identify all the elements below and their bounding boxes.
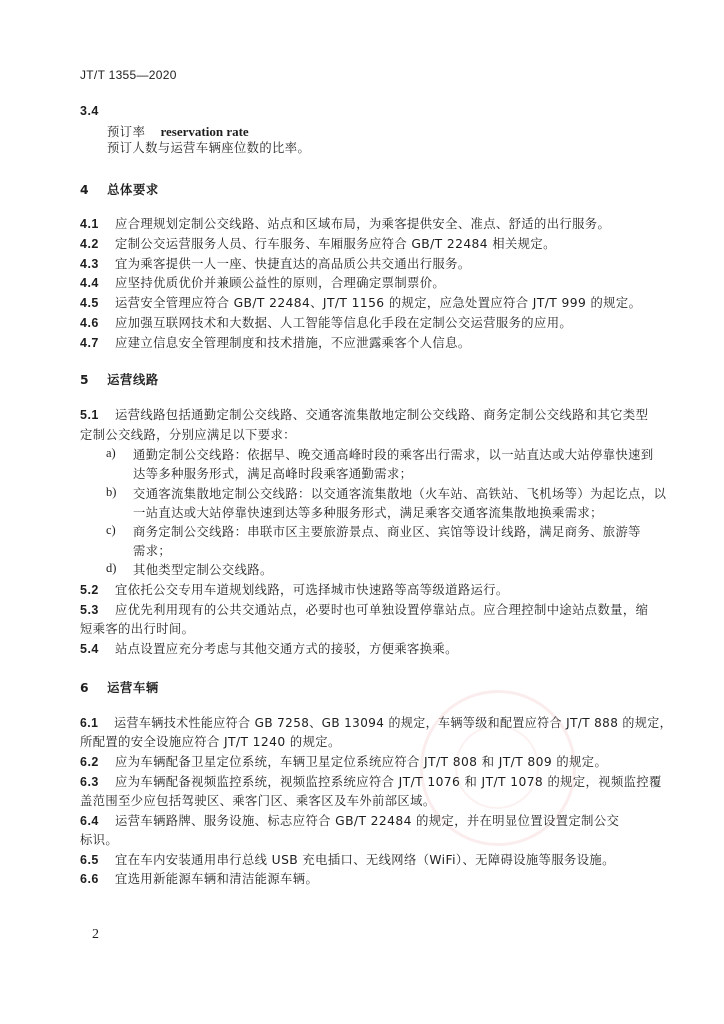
list-item-b-line-1: 交通客流集散地定制公交线路：以交通客流集散地（火车站、高铁站、飞机场等）为起讫点，以 (133, 487, 667, 501)
page-number: 2 (92, 927, 99, 942)
clause-4-4 (80, 274, 445, 293)
term-name-en: reservation rate (160, 124, 249, 139)
clause-text: 运营安全管理应符合 GB/T 22484、JT/T 1156 的规定，应急处置应符合 JT/T 999 的规定。 (115, 296, 642, 310)
clause-5-2 (80, 581, 509, 600)
clause-6-4-line-1 (80, 812, 619, 831)
clause-4-2 (80, 235, 556, 254)
list-item-label-a: a) (106, 446, 116, 460)
list-item-a-line-1: 通勤定制公交线路：依据早、晚交通高峰时段的乘客出行需求，以一站直达或大站停靠快速到 (133, 448, 654, 462)
clause-4-5 (80, 294, 641, 313)
clause-text: 运营线路包括通勤定制公交线路、交通客流集散地定制公交线路、商务定制公交线路和其它类型 (115, 408, 649, 422)
clause-number: 4.5 (80, 296, 99, 310)
clause-number: 6.3 (80, 775, 99, 789)
clause-6-1-line-2: 所配置的安全设施应符合 JT/T 1240 的规定。 (80, 735, 341, 749)
clause-6-1-line-1 (80, 714, 672, 733)
clause-number: 4.1 (80, 217, 99, 231)
section-number: 6 (80, 681, 90, 695)
clause-text: 应建立信息安全管理制度和技术措施，不应泄露乘客个人信息。 (115, 336, 471, 350)
clause-number: 6.6 (80, 872, 99, 886)
clause-text: 宜为乘客提供一人一座、快捷直达的高品质公共交通出行服务。 (115, 257, 471, 271)
clause-text: 宜在车内安装通用串行总线 USB 充电插口、无线网络（WiFi）、无障碍设施等服务设施。 (115, 853, 615, 867)
clause-6-2 (80, 753, 607, 772)
clause-5-3-line-2: 短乘客的出行时间。 (80, 622, 195, 636)
clause-5-1-line-2: 定制公交线路，分别应满足以下要求： (80, 428, 296, 442)
clause-6-5 (80, 851, 615, 870)
clause-6-6 (80, 870, 318, 889)
standard-code-header: JT/T 1355—2020 (80, 68, 177, 82)
list-item-label-d: d) (106, 561, 117, 575)
section-title: 总体要求 (107, 183, 159, 197)
term-name-cn: 预订率 (107, 125, 146, 139)
clause-6-4-line-2: 标识。 (80, 833, 119, 847)
clause-text: 应为车辆配备视频监控系统，视频监控系统应符合 JT/T 1076 和 JT/T 1078 的规定，视频监控覆 (115, 775, 662, 789)
list-item-d-line-1: 其他类型定制公交线路。 (133, 563, 273, 577)
term-number: 3.4 (80, 104, 99, 118)
clause-6-3-line-1 (80, 773, 662, 792)
clause-number: 6.4 (80, 814, 99, 828)
list-item-c-line-1: 商务定制公交线路：串联市区主要旅游景点、商业区、宾馆等设计线路，满足商务、旅游等 (133, 525, 641, 539)
section-title: 运营车辆 (107, 681, 159, 695)
section-number: 5 (80, 373, 90, 387)
clause-number: 5.4 (80, 642, 99, 656)
clause-4-1 (80, 215, 610, 234)
clause-text: 应为车辆配备卫星定位系统，车辆卫星定位系统应符合 JT/T 808 和 JT/T 809 的规定。 (115, 755, 608, 769)
clause-number: 4.2 (80, 237, 99, 251)
clause-number: 5.1 (80, 408, 99, 422)
clause-text: 宜选用新能源车辆和清洁能源车辆。 (115, 872, 319, 886)
clause-number: 6.2 (80, 755, 99, 769)
clause-text: 定制公交运营服务人员、行车服务、车厢服务应符合 GB/T 22484 相关规定。 (115, 237, 556, 251)
clause-number: 6.1 (80, 716, 99, 730)
list-item-label-c: c) (106, 523, 116, 537)
list-item-c-line-2: 需求； (133, 544, 172, 558)
clause-number: 4.4 (80, 276, 99, 290)
clause-number: 4.6 (80, 316, 99, 330)
clause-text: 应坚持优质优价并兼顾公益性的原则，合理确定票制票价。 (115, 276, 446, 290)
clause-number: 6.5 (80, 853, 99, 867)
list-item-a-line-2: 达等多种服务形式，满足高峰时段乘客通勤需求； (133, 467, 413, 481)
clause-5-1-line-1 (80, 406, 648, 425)
clause-4-6 (80, 314, 572, 333)
clause-number: 4.3 (80, 257, 99, 271)
term-heading (107, 121, 249, 140)
clause-number: 5.2 (80, 583, 99, 597)
list-item-label-b: b) (106, 485, 117, 499)
clause-5-4 (80, 640, 458, 659)
section-4-heading (80, 180, 159, 198)
section-6-heading (80, 678, 159, 696)
clause-number: 5.3 (80, 603, 99, 617)
clause-5-3-line-1 (80, 601, 648, 620)
clause-4-7 (80, 334, 471, 353)
section-number: 4 (80, 183, 90, 197)
clause-6-3-line-2: 盖范围至少应包括驾驶区、乘客门区、乘客区及车外前部区域。 (80, 794, 436, 808)
clause-text: 运营车辆技术性能应符合 GB 7258、GB 13094 的规定，车辆等级和配置应符合 JT/T 888 的规定， (114, 716, 673, 730)
term-definition: 预订人数与运营车辆座位数的比率。 (107, 141, 311, 155)
clause-text: 应合理规划定制公交线路、站点和区域布局，为乘客提供安全、准点、舒适的出行服务。 (115, 217, 611, 231)
clause-4-3 (80, 255, 471, 274)
clause-text: 宜依托公交专用车道规划线路，可选择城市快速路等高等级道路运行。 (115, 583, 509, 597)
clause-text: 运营车辆路牌、服务设施、标志应符合 GB/T 22484 的规定，并在明显位置设置定制公交 (115, 814, 620, 828)
clause-text: 应加强互联网技术和大数据、人工智能等信息化手段在定制公交运营服务的应用。 (115, 316, 573, 330)
list-item-b-line-2: 一站直达或大站停靠快速到达等多种服务形式，满足乘客交通客流集散地换乘需求； (133, 506, 603, 520)
section-5-heading (80, 370, 159, 388)
clause-text: 应优先利用现有的公共交通站点，必要时也可单独设置停靠站点。应合理控制中途站点数量，缩 (115, 603, 649, 617)
section-title: 运营线路 (107, 373, 159, 387)
clause-text: 站点设置应充分考虑与其他交通方式的接驳，方便乘客换乘。 (115, 642, 458, 656)
clause-number: 4.7 (80, 336, 99, 350)
